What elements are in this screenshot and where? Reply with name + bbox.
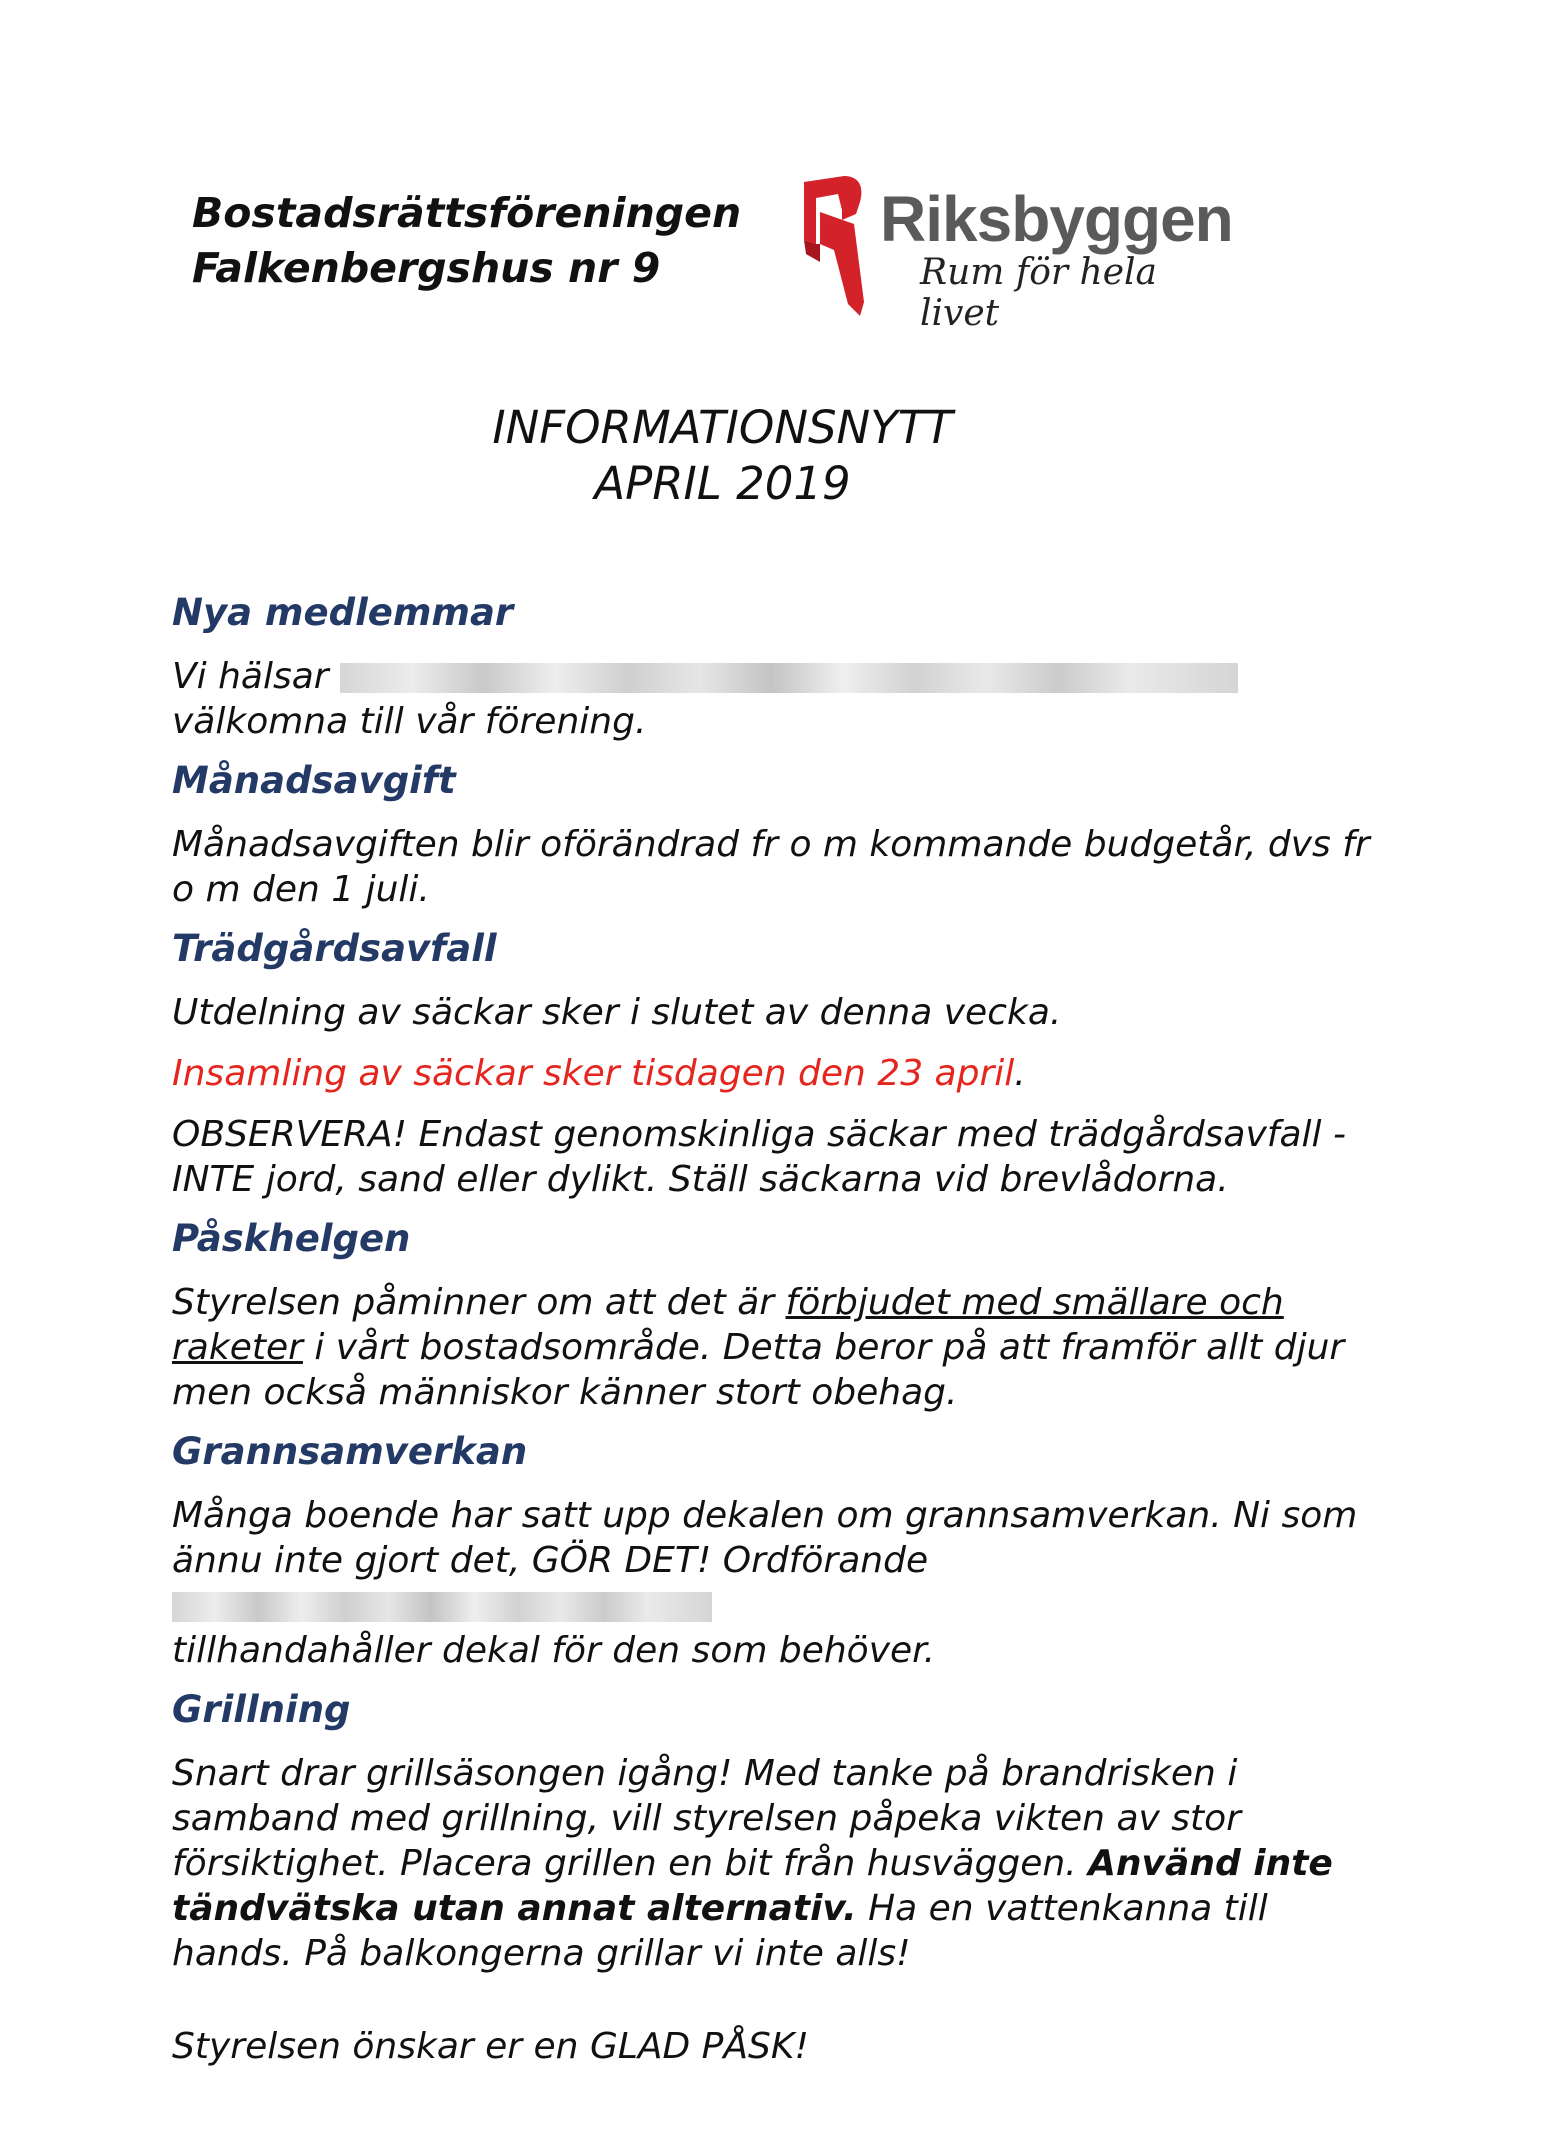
insamling-red-text: Insamling av säckar sker tisdagen den 23 april — [172, 1053, 1015, 1094]
riksbyggen-logo — [798, 174, 1233, 334]
grill-text-start: Snart drar grillsäsongen igång! Med tanke på brandrisken i samband med grillning, vill styrelsen påpeka vikten av stor försiktighet. Placera grillen en bit från husväggen. — [172, 1753, 1241, 1884]
paragraph-paskhelgen — [172, 1280, 1392, 1415]
heading-grannsamverkan: Grannsamverkan — [172, 1430, 528, 1473]
nya-text-start: Vi hälsar — [172, 656, 329, 697]
nya-text-end: välkomna till vår förening. — [172, 701, 647, 742]
organization-name — [192, 186, 741, 296]
title-line1: INFORMATIONSNYTT — [492, 401, 953, 454]
logo-slogan: Rum för hela livet — [920, 252, 1157, 334]
paragraph-insamling — [172, 1051, 1392, 1096]
pask-text-start: Styrelsen påminner om att det är — [172, 1282, 786, 1323]
heading-manadsavgift: Månadsavgift — [172, 759, 456, 802]
closing-greeting: Styrelsen önskar er en GLAD PÅSK! — [172, 2026, 809, 2067]
heading-paskhelgen: Påskhelgen — [172, 1217, 411, 1260]
page-title — [0, 400, 1445, 512]
paragraph-grillning — [172, 1751, 1392, 1976]
pask-text-end: i vårt bostadsområde. Detta beror på att framför allt djur men också människor känner stort obehag. — [172, 1327, 1345, 1413]
paragraph-utdelning: Utdelning av säckar sker i slutet av denna vecka. — [172, 992, 1062, 1033]
grill-text-end: Ha en vattenkanna till hands. På balkongerna grillar vi inte alls! — [172, 1888, 1268, 1974]
organization-line2: Falkenbergshus nr 9 — [192, 244, 661, 292]
heading-grillning: Grillning — [172, 1688, 351, 1731]
riksbyggen-logo-icon — [798, 174, 870, 320]
heading-nya-medlemmar: Nya medlemmar — [172, 591, 514, 634]
paragraph-manadsavgift: Månadsavgiften blir oförändrad fr o m kommande budgetår, dvs fr o m den 1 juli. — [172, 824, 1370, 910]
redacted-names — [340, 663, 1238, 693]
granns-text-end: tillhandahåller dekal för den som behöver. — [172, 1630, 936, 1671]
heading-tradgardsavfall: Trädgårdsavfall — [172, 927, 497, 970]
organization-line1: Bostadsrättsföreningen — [192, 189, 742, 237]
title-line2: APRIL 2019 — [594, 457, 851, 510]
redacted-chairman-name — [172, 1592, 712, 1622]
logo-name: Riksbyggen — [880, 183, 1233, 255]
newsletter-body — [172, 590, 1392, 2085]
paragraph-observera: OBSERVERA! Endast genomskinliga säckar med trädgårdsavfall - INTE jord, sand eller dylikt. Ställ säckarna vid brevlådorna. — [172, 1114, 1346, 1200]
grill-bold-text: Använd inte tändvätska utan annat alternativ. — [172, 1843, 1333, 1929]
paragraph-grannsamverkan — [172, 1493, 1392, 1673]
granns-text-start: Många boende har satt upp dekalen om grannsamverkan. Ni som ännu inte gjort det, GÖR DET! Ordförande — [172, 1495, 1358, 1581]
paragraph-nya-medlemmar — [172, 654, 1392, 744]
pask-underlined: förbjudet med smällare och raketer — [172, 1282, 1284, 1368]
insamling-period: . — [1014, 1053, 1026, 1094]
